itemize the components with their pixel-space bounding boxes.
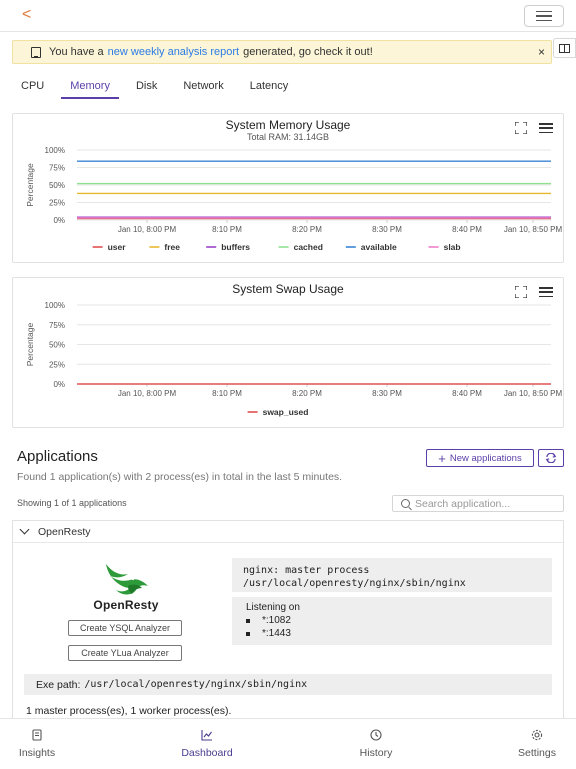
hamburger-icon-bar: [536, 20, 552, 22]
y-tick-label: 50%: [48, 340, 65, 350]
create-ysql-analyzer-button[interactable]: Create YSQL Analyzer: [68, 620, 182, 636]
y-axis-label: Percentage: [25, 322, 35, 367]
exe-path-label: Exe path:: [36, 678, 81, 691]
applications-count: Showing 1 of 1 applications: [17, 498, 127, 508]
hamburger-icon-bar: [536, 15, 552, 17]
search-placeholder: Search application...: [415, 497, 511, 510]
search-icon: [401, 499, 410, 508]
refresh-button[interactable]: [538, 449, 564, 467]
x-tick-label: Jan 10, 8:50 PM: [503, 389, 563, 398]
nav-dashboard[interactable]: [162, 719, 252, 769]
banner-prefix: You have a: [49, 46, 104, 58]
memory-chart-title: System Memory Usage: [225, 118, 351, 132]
swap-chart-panel: [12, 277, 564, 428]
listening-label: Listening on: [246, 602, 300, 613]
refresh-icon: [545, 453, 557, 463]
y-tick-label: 0%: [53, 380, 65, 389]
nav-history[interactable]: [331, 719, 421, 769]
x-tick-label: 8:40 PM: [452, 225, 482, 234]
x-tick-label: 8:40 PM: [452, 389, 482, 398]
x-tick-label: Jan 10, 8:00 PM: [117, 225, 177, 234]
history-icon: [370, 729, 382, 741]
y-tick-label: 25%: [48, 198, 65, 208]
y-tick-label: 50%: [48, 181, 65, 190]
port-item: *:1443: [246, 627, 538, 640]
tab-latency[interactable]: Latency: [249, 80, 289, 92]
y-tick-label: 75%: [48, 320, 65, 330]
x-tick-label: 8:10 PM: [212, 389, 242, 398]
new-applications-button[interactable]: [426, 449, 534, 467]
listening-ports: [232, 597, 552, 645]
applications-summary: Found 1 application(s) with 2 process(es) in total in the last 5 minutes.: [17, 471, 343, 483]
new-applications-label: New applications: [449, 452, 522, 464]
metric-tabs: [12, 74, 305, 100]
legend-item-buffers[interactable]: buffers: [221, 242, 251, 252]
report-banner: [12, 40, 552, 64]
legend-item-free[interactable]: free: [164, 242, 180, 252]
fullscreen-icon[interactable]: [515, 286, 527, 298]
settings-icon: [531, 729, 543, 741]
search-application-input[interactable]: [392, 495, 564, 512]
swap-chart: [13, 278, 565, 429]
openresty-logo-text: OpenResty: [93, 598, 159, 612]
port-item: *:1082: [246, 614, 538, 627]
memory-chart-subtitle: Total RAM: 31.14GB: [246, 132, 330, 142]
x-tick-label: 8:30 PM: [372, 389, 402, 398]
x-tick-label: 8:20 PM: [292, 225, 322, 234]
exe-path-value: /usr/local/openresty/nginx/sbin/nginx: [84, 679, 308, 690]
chevron-down-icon: [20, 525, 30, 535]
banner-close-button[interactable]: ×: [537, 45, 545, 59]
y-tick-label: 25%: [48, 360, 65, 370]
legend-item-available[interactable]: available: [360, 242, 397, 252]
tab-disk[interactable]: Disk: [135, 80, 158, 92]
tab-memory[interactable]: Memory: [61, 74, 119, 99]
hamburger-icon: [536, 11, 552, 13]
application-header[interactable]: [13, 521, 563, 543]
dashboard-icon: [201, 729, 213, 741]
side-panel-toggle[interactable]: [553, 38, 576, 58]
master-process-command: nginx: master process /usr/local/openresty/nginx/sbin/nginx: [232, 558, 552, 592]
swap-chart-title: System Swap Usage: [232, 282, 344, 296]
nav-history-label: History: [359, 747, 393, 759]
application-name: OpenResty: [38, 525, 91, 538]
chart-menu-icon[interactable]: [539, 123, 553, 133]
book-icon: [559, 44, 570, 53]
insights-icon: [31, 729, 43, 741]
y-tick-label: 100%: [44, 301, 65, 310]
back-button[interactable]: <: [22, 6, 32, 23]
x-tick-label: Jan 10, 8:00 PM: [117, 389, 177, 398]
fullscreen-icon[interactable]: [515, 122, 527, 134]
weekly-report-link[interactable]: new weekly analysis report: [107, 46, 240, 58]
nav-insights[interactable]: [0, 719, 82, 769]
y-tick-label: 100%: [44, 146, 65, 155]
legend-item-user[interactable]: user: [107, 242, 126, 252]
y-tick-label: 75%: [48, 163, 65, 173]
chart-menu-icon[interactable]: [539, 287, 553, 297]
tab-cpu[interactable]: CPU: [21, 80, 45, 92]
x-tick-label: 8:10 PM: [212, 225, 242, 234]
report-icon: [31, 47, 41, 58]
memory-chart-panel: [12, 113, 564, 263]
y-axis-label: Percentage: [25, 163, 35, 207]
banner-suffix: generated, go check it out!: [243, 46, 373, 58]
exe-path: [24, 674, 552, 695]
y-tick-label: 0%: [53, 216, 65, 225]
x-tick-label: 8:20 PM: [292, 389, 322, 398]
legend-item-swap_used[interactable]: swap_used: [262, 407, 309, 417]
legend-item-slab[interactable]: slab: [443, 242, 461, 252]
nav-settings-label: Settings: [518, 747, 556, 759]
applications-title: Applications: [17, 448, 98, 465]
nav-dashboard-label: Dashboard: [181, 747, 233, 759]
top-bar: [0, 0, 576, 32]
legend-item-cached[interactable]: cached: [293, 242, 323, 252]
x-tick-label: Jan 10, 8:50 PM: [503, 225, 563, 234]
hamburger-menu-button[interactable]: [524, 5, 564, 27]
nav-settings[interactable]: [492, 719, 576, 769]
process-summary: 1 master process(es), 1 worker process(es).: [26, 705, 232, 717]
bottom-navigation: [0, 718, 576, 768]
openresty-logo: [102, 562, 150, 598]
plus-icon: +: [438, 450, 446, 466]
tab-network[interactable]: Network: [183, 80, 224, 92]
nav-insights-label: Insights: [18, 747, 56, 759]
create-ylua-analyzer-button[interactable]: Create YLua Analyzer: [68, 645, 182, 661]
x-tick-label: 8:30 PM: [372, 225, 402, 234]
